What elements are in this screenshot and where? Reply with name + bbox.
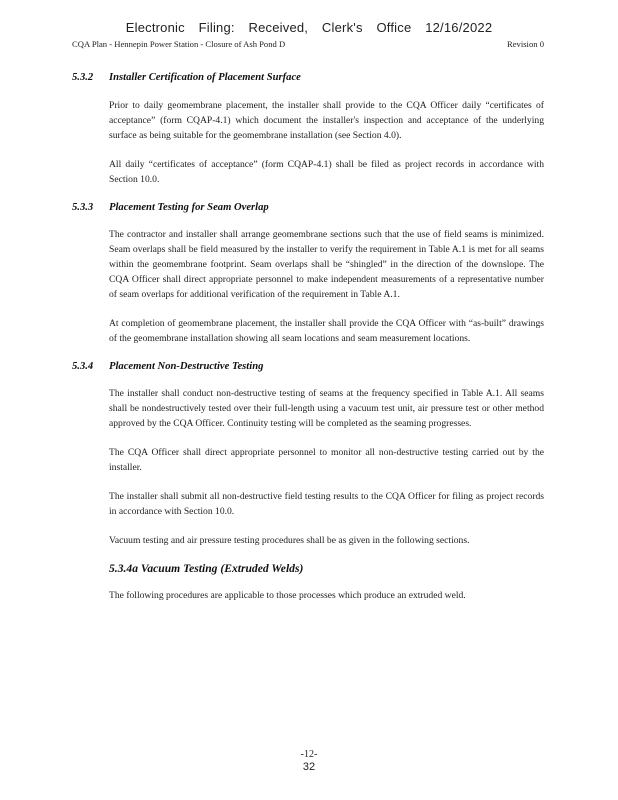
section-title: Installer Certification of Placement Surface: [109, 72, 301, 83]
section-heading-5-3-3: [72, 202, 544, 213]
paragraph: The contractor and installer shall arrange geomembrane sections such that the use of field seams is minimized. Seam overlaps shall be field measured by the installer to verify the requirement in Table A.1 is met for all seams within the geomembrane footprint. Seam overlaps shall be “shingled” in the direction of the downslope. The CQA Officer shall direct appropriate personnel to make independent measurements of a representative number of seam overlaps for additional verification of the requirement in Table A.1.: [109, 229, 544, 300]
section-title: Placement Testing for Seam Overlap: [109, 202, 269, 213]
section-number: 5.3.4: [72, 361, 94, 372]
paragraph: The installer shall conduct non-destructive testing of seams at the frequency specified in Table A.1. All seams shall be nondestructively tested over their full-length using a vacuum test unit, air pressure test or other method approved by the CQA Officer. Continuity testing will be completed as the seaming progresses.: [109, 388, 544, 429]
paragraph: The following procedures are applicable to those processes which produce an extruded weld.: [109, 590, 466, 601]
document-page-number: 32: [302, 761, 316, 773]
section-heading-5-3-4: [72, 361, 544, 372]
subsection-number: 5.3.4a: [109, 562, 138, 575]
page-number: -12-: [300, 749, 318, 760]
page-footer: [0, 749, 618, 773]
paragraph: At completion of geomembrane placement, the installer shall provide the CQA Officer with “as-built” drawings of the geomembrane installation showing all seam locations and seam measurement locations.: [109, 318, 544, 344]
section-number: 5.3.3: [72, 202, 94, 213]
filing-stamp: Electronic Filing: Received, Clerk's Office 12/16/2022: [125, 20, 493, 35]
paragraph: All daily “certificates of acceptance” (form CQAP-4.1) shall be filed as project records in accordance with Section 10.0.: [109, 159, 544, 185]
paragraph: The installer shall submit all non-destructive field testing results to the CQA Officer for filing as project records in accordance with Section 10.0.: [109, 491, 544, 517]
section-title: Placement Non-Destructive Testing: [109, 361, 264, 372]
section-number: 5.3.2: [72, 72, 94, 83]
subsection-title: Vacuum Testing (Extruded Welds): [140, 562, 304, 575]
paragraph: Vacuum testing and air pressure testing procedures shall be as given in the following sections.: [109, 535, 470, 546]
document-body: [72, 72, 544, 603]
paragraph: The CQA Officer shall direct appropriate personnel to monitor all non-destructive testing carried out by the installer.: [109, 447, 544, 473]
paragraph: Prior to daily geomembrane placement, the installer shall provide to the CQA Officer daily “certificates of acceptance” (form CQAP-4.1) which document the installer's inspection and acceptance of the underlying surface as being suitable for the geomembrane installation (see Section 4.0).: [109, 100, 544, 141]
header-title: CQA Plan - Hennepin Power Station - Closure of Ash Pond D: [72, 39, 286, 49]
section-heading-5-3-2: [72, 72, 544, 83]
header-revision: Revision 0: [506, 39, 544, 49]
subsection-heading-5-3-4a: [109, 562, 544, 575]
